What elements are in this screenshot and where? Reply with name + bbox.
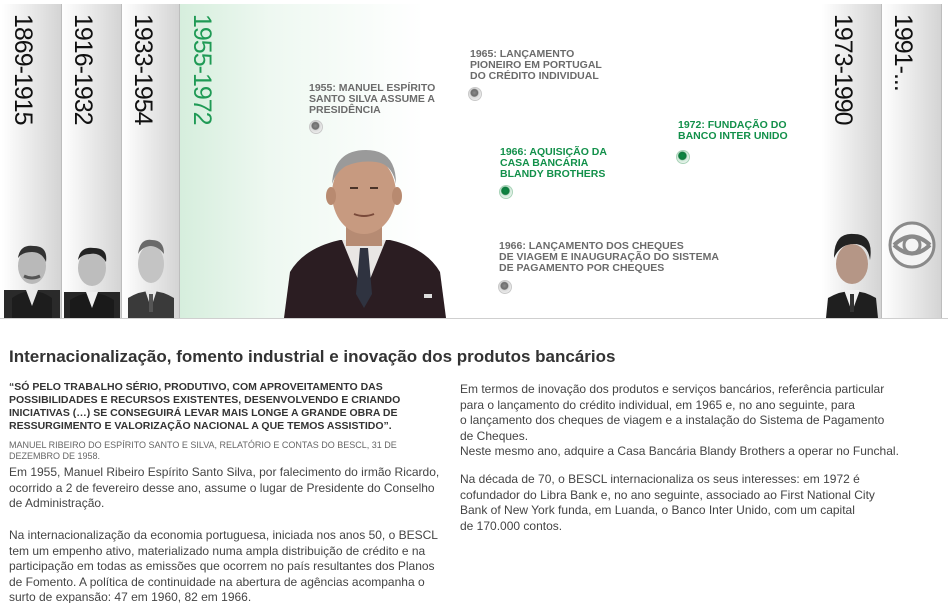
quote-text: “SÓ PELO TRABALHO SÉRIO, PRODUTIVO, COM APROVEITAMENTO DAS POSSIBILIDADES E RECURSOS EXISTENTES, DESENVOLVENDO E CRIANDO INICIATIVAS (…) SE CONSEGUIRÁ LEVAR MAIS LONGE A GRANDE OBRA DE RESSURGIMENTO E VALORIZAÇÃO NACIONAL A QUE TEMOS ASSISTIDO”. (9, 381, 401, 432)
era-label: 1973-1990 (829, 14, 857, 125)
article-paragraph: Na internacionalização da economia portuguesa, iniciada nos anos 50, o BESCL tem um empenho ativo, materializado numa ampla distribuição de crédito e na participação em todas as emissões que ocorrem no país resultantes dos Planos de Fomento. A política de continuidade na abertura de agências acompanha o surto de expansão: 47 em 1960, 82 em 1966. (9, 528, 438, 603)
era-tab-1916-1932[interactable] (62, 4, 122, 318)
era-tab-1933-1954[interactable] (122, 4, 180, 318)
era-label: 1991-... (889, 14, 917, 91)
portrait-icon (824, 220, 880, 318)
era-panel-1955-1972 (180, 4, 822, 318)
portrait-icon (284, 144, 446, 318)
article-paragraph: Em termos de inovação dos produtos e serviços bancários, referência particular para o lançamento do crédito individual, em 1965 e, no ano seguinte, para o lançamento dos cheques de viagem e a instalação do Sistema de Pagamento de Cheques. Neste mesmo ano, adquire a Casa Bancária Blandy Brothers a operar no Funchal. (460, 382, 899, 458)
era-label: 1916-1932 (69, 14, 97, 125)
event-1972-label[interactable]: 1972: FUNDAÇÃO DO BANCO INTER UNIDO (678, 119, 788, 142)
event-1965-label[interactable]: 1965: LANÇAMENTO PIONEIRO EM PORTUGAL DO CRÉDITO INDIVIDUAL (470, 48, 602, 82)
event-marker-highlighted[interactable] (676, 150, 690, 164)
era-tab-1991[interactable] (882, 4, 942, 318)
section-divider (0, 318, 948, 319)
era-label-active[interactable]: 1955-1972 (188, 14, 216, 125)
article-title: Internacionalização, fomento industrial e inovação dos produtos bancários (9, 347, 616, 366)
era-tab-1869-1915[interactable] (2, 4, 62, 318)
era-label: 1869-1915 (9, 14, 37, 125)
quote-source: MANUEL RIBEIRO DO ESPÍRITO SANTO E SILVA, RELATÓRIO E CONTAS DO BESCL, 31 DE DEZEMBRO DE 1958. (9, 440, 397, 461)
portrait-icon (64, 218, 120, 318)
event-marker[interactable] (468, 87, 482, 101)
article-paragraph: Em 1955, Manuel Ribeiro Espírito Santo Silva, por falecimento do irmão Ricardo, ocorrido a 2 de fevereiro desse ano, assume o lugar de Presidente do Conselho de Administração. (9, 465, 440, 510)
event-1966-blandy-label[interactable]: 1966: AQUISIÇÃO DA CASA BANCÁRIA BLANDY BROTHERS (500, 146, 607, 180)
event-1966-cheques-label[interactable]: 1966: LANÇAMENTO DOS CHEQUES DE VIAGEM E INAUGURAÇÃO DO SISTEMA DE PAGAMENTO POR CHEQUES (499, 240, 719, 274)
event-1955-label[interactable]: 1955: MANUEL ESPÍRITO SANTO SILVA ASSUME A PRESIDÊNCIA (309, 82, 436, 116)
event-marker-highlighted[interactable] (499, 185, 513, 199)
era-label: 1933-1954 (129, 14, 157, 125)
era-tab-1973-1990[interactable] (822, 4, 882, 318)
event-marker[interactable] (309, 120, 323, 134)
article-paragraph: Na década de 70, o BESCL internacionaliza os seus interesses: em 1972 é cofundador do Libra Bank e, no ano seguinte, associado ao First National City Bank of New York funda, em Luanda, o Banco Inter Unido, com um capital de 170.000 contos. (460, 472, 875, 533)
event-marker[interactable] (498, 280, 512, 294)
portrait-icon (124, 212, 178, 318)
portrait-icon (4, 218, 60, 318)
bank-logo-icon (884, 220, 940, 270)
